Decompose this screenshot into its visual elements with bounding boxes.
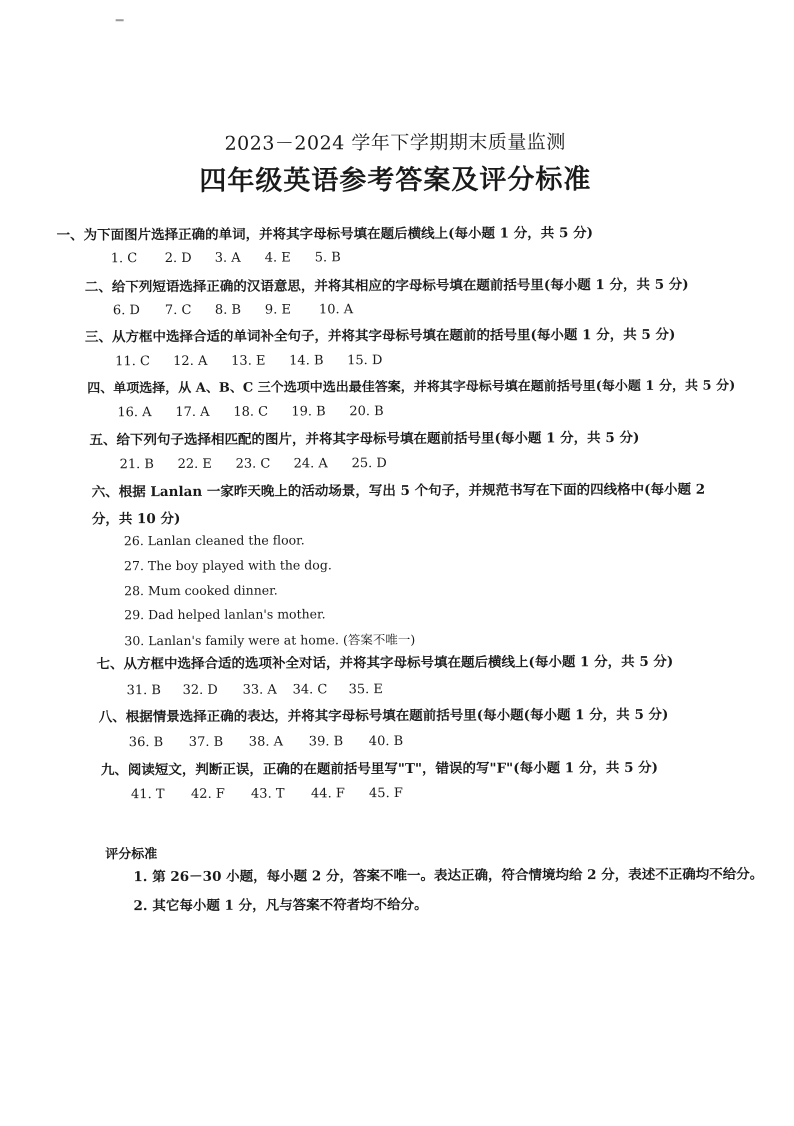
answer-item: 44. F xyxy=(310,786,345,802)
section-1-heading: 一、为下面图片选择正确的单词，并将其字母标号填在题后横线上(每小题 1 分，共 5 分) xyxy=(56,225,593,244)
answer-item: 13. E xyxy=(231,353,266,369)
answer-item: 31. B xyxy=(126,683,161,699)
answer-item: 34. C xyxy=(292,682,328,698)
section-2-answers xyxy=(113,302,353,318)
scan-mark xyxy=(116,19,124,21)
answer-item: 12. A xyxy=(173,353,208,369)
answer-item: 1. C xyxy=(110,251,138,267)
answer-sentence: 29. Dad helped lanlan's mother. xyxy=(124,606,326,623)
answer-item: 20. B xyxy=(349,404,384,420)
answer-item: 19. B xyxy=(291,404,326,420)
answer-sentence: 26. Lanlan cleaned the floor. xyxy=(123,532,305,549)
answer-item: 9. E xyxy=(264,302,291,318)
answer-item: 3. A xyxy=(214,250,241,266)
answer-item: 40. B xyxy=(368,733,404,750)
answer-item: 2. D xyxy=(164,250,192,267)
grading-standards-title: 评分标准 xyxy=(105,847,158,863)
answer-item: 24. A xyxy=(293,456,328,472)
answer-item: 14. B xyxy=(289,353,324,369)
answer-item: 25. D xyxy=(351,456,387,472)
answer-item: 10. A xyxy=(318,302,354,318)
section-9-heading: 九、阅读短文，判断正误，正确的在题前括号里写"T"，错误的写"F"(每小题 1 分，共 5 分) xyxy=(100,759,659,779)
answer-sentence: 30. Lanlan's family were at home. (答案不唯一) xyxy=(124,631,416,649)
answer-item: 6. D xyxy=(112,303,140,319)
answer-item: 35. E xyxy=(348,682,383,698)
answer-sentence: 27. The boy played with the dog. xyxy=(123,557,332,574)
section-8-answers xyxy=(129,734,403,750)
section-5-answers xyxy=(120,456,387,472)
answer-item: 18. C xyxy=(233,404,269,420)
section-7-answers xyxy=(127,682,383,698)
answer-sentence: 28. Mum cooked dinner. xyxy=(124,582,278,599)
answer-item: 45. F xyxy=(368,785,403,802)
section-3-heading: 三、从方框中选择合适的单词补全句子，并将其字母标号填在题前的括号里(每小题 1 分，共 5 分) xyxy=(84,326,676,346)
section-5-heading: 五、给下列句子选择相匹配的图片，并将其字母标号填在题前括号里(每小题 1 分，共 5 分) xyxy=(89,429,640,449)
grading-standard-item: 1. 第 26－30 小题，每小题 2 分，答案不唯一。表达正确，符合情境均给 2 分，表述不正确均不给分。 xyxy=(133,866,764,886)
answer-item: 7. C xyxy=(164,302,192,319)
section-4-answers xyxy=(117,404,383,420)
answer-item: 21. B xyxy=(119,457,154,473)
answer-item: 36. B xyxy=(128,735,164,751)
answer-item: 43. T xyxy=(250,786,285,802)
section-7-heading: 七、从方框中选择合适的选项补全对话，并将其字母标号填在题后横线上(每小题 1 分，共 5 分) xyxy=(96,653,674,673)
section-1-answers xyxy=(111,250,341,266)
answer-item: 8. B xyxy=(214,302,242,318)
answer-item: 5. B xyxy=(314,250,341,266)
answer-item: 23. C xyxy=(235,456,271,472)
exam-subtitle: 2023－2024 学年下学期期末质量监测 xyxy=(224,131,566,155)
page-title: 四年级英语参考答案及评分标准 xyxy=(199,164,592,197)
section-3-answers xyxy=(115,353,382,369)
answer-item: 41. T xyxy=(130,787,165,803)
answer-item: 39. B xyxy=(308,734,344,750)
section-4-heading: 四、单项选择，从 A、B、C 三个选项中选出最佳答案，并将其字母标号填在题前括号里(每小题 1 分，共 5 分) xyxy=(87,378,736,397)
answer-item: 22. E xyxy=(177,456,212,472)
answer-item: 11. C xyxy=(115,354,150,370)
section-6-heading-cont: 分，共 10 分) xyxy=(91,510,181,528)
answer-item: 15. D xyxy=(347,353,383,369)
grading-standard-item: 2. 其它每小题 1 分，凡与答案不符者均不给分。 xyxy=(133,896,428,915)
section-9-answers xyxy=(131,786,403,802)
answer-item: 37. B xyxy=(188,734,224,750)
answer-item: 17. A xyxy=(175,404,210,420)
answer-item: 42. F xyxy=(190,786,225,802)
answer-item: 38. A xyxy=(248,734,284,750)
answer-item: 32. D xyxy=(182,682,218,698)
section-2-heading: 二、给下列短语选择正确的汉语意思，并将其相应的字母标号填在题前括号里(每小题 1 分，共 5 分) xyxy=(84,276,689,296)
section-6-heading: 六、根据 Lanlan 一家昨天晚上的活动场景，写出 5 个句子，并规范书写在下面的四线格中(每小题 2 xyxy=(91,481,706,501)
answer-item: 16. A xyxy=(117,405,152,421)
answer-item: 33. A xyxy=(242,682,277,698)
answer-item: 4. E xyxy=(264,250,291,266)
section-8-heading: 八、根据情景选择正确的表达，并将其字母标号填在题前括号里(每小题(每小题 1 分，共 5 分) xyxy=(98,706,669,726)
